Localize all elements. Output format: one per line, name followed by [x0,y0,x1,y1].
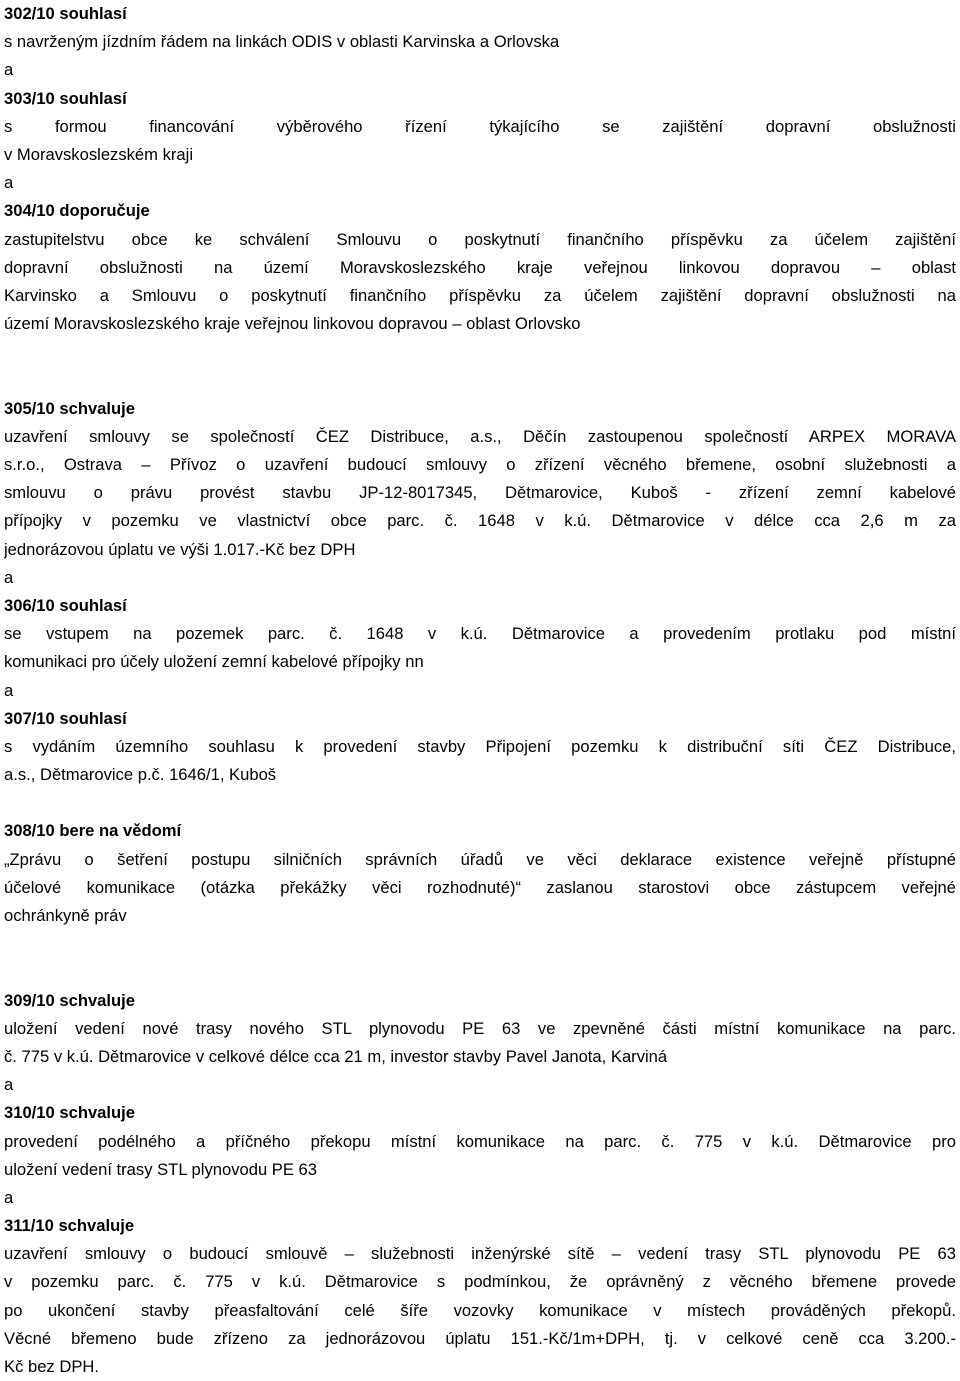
resolution-306 [4,592,956,677]
resolution-304 [4,197,956,338]
resolution-text-line: po ukončení stavby přeasfaltování celé šíře vozovky komunikace v místech prováděných překopů. [4,1300,956,1320]
resolution-heading: 310/10 schvaluje [4,1103,135,1123]
resolution-text-line: v pozemku parc. č. 775 v k.ú. Dětmarovice s podmínkou, že oprávněný z věcného břemene provede [4,1272,956,1292]
resolution-heading: 302/10 souhlasí [4,4,127,23]
blank-space [4,338,956,394]
separator-a: a [4,173,14,193]
resolution-text-line: č. 775 v k.ú. Dětmarovice v celkové délce cca 21 m, investor stavby Pavel Janota, Karviná [4,1046,668,1066]
resolution-text-line: s formou financování výběrového řízení týkajícího se zajištění dopravní obslužnosti [4,116,956,136]
blank-space [4,789,956,817]
resolution-text-line: Karvinsko a Smlouvu o poskytnutí finančního příspěvku za účelem zajištění dopravní obslužnosti na [4,285,956,305]
separator-a: a [4,567,14,587]
resolution-text-line: ochránkyně práv [4,906,127,926]
resolution-text-line: s vydáním územního souhlasu k provedení stavby Připojení pozemku k distribuční síti ČEZ Distribuce, [4,736,956,756]
separator-a: a [4,680,14,700]
resolution-310 [4,1099,956,1184]
resolution-text-line: „Zprávu o šetření postupu silničních správních úřadů ve věci deklarace existence veřejně přístupné [4,849,956,869]
resolution-text-line: komunikaci pro účely uložení zemní kabelové přípojky nn [4,652,424,672]
resolution-text-line: a.s., Dětmarovice p.č. 1646/1, Kuboš [4,765,277,785]
separator-a: a [4,60,14,80]
resolution-305 [4,395,956,564]
resolution-text-line: v Moravskoslezském kraji [4,144,194,164]
resolution-311 [4,1212,956,1381]
resolution-text-line: smlouvu o právu provést stavbu JP-12-8017345, Dětmarovice, Kuboš - zřízení zemní kabelové [4,483,956,503]
resolution-heading: 309/10 schvaluje [4,990,135,1010]
resolution-text-line: provedení podélného a příčného překopu místní komunikace na parc. č. 775 v k.ú. Dětmarovice pro [4,1131,956,1151]
resolution-text-line: přípojky v pozemku ve vlastnictví obce parc. č. 1648 v k.ú. Dětmarovice v délce cca 2,6 m za [4,511,956,531]
resolution-text-line: uložení vedení trasy STL plynovodu PE 63 [4,1159,318,1179]
resolution-text-line: uzavření smlouvy se společností ČEZ Distribuce, a.s., Děčín zastoupenou společností ARPEX MORAVA [4,426,956,446]
resolution-heading: 306/10 souhlasí [4,595,127,615]
separator-a: a [4,1187,14,1207]
resolution-text-line: uložení vedení nové trasy nového STL plynovodu PE 63 ve zpevněné části místní komunikace na parc. [4,1018,956,1038]
resolution-text-line: uzavření smlouvy o budoucí smlouvě – služebnosti inženýrské sítě – vedení trasy STL plynovodu PE 63 [4,1244,956,1264]
resolution-heading: 308/10 bere na vědomí [4,821,182,841]
resolution-307 [4,705,956,790]
resolution-303 [4,85,956,170]
blank-space [4,930,956,986]
resolution-text-line: Kč bez DPH. [4,1357,99,1377]
resolution-text-line: se vstupem na pozemek parc. č. 1648 v k.ú. Dětmarovice a provedením protlaku pod místní [4,624,956,644]
resolution-heading: 305/10 schvaluje [4,398,135,418]
resolution-308 [4,817,956,930]
resolution-text-line: s navrženým jízdním řádem na linkách ODIS v oblasti Karvinska a Orlovska [4,32,560,52]
resolution-heading: 304/10 doporučuje [4,201,150,221]
resolution-text-line: s.r.o., Ostrava – Přívoz o uzavření budoucí smlouvy o zřízení věcného břemene, osobní služebnosti a [4,455,956,475]
resolution-302 [4,0,956,56]
separator-a: a [4,1075,14,1095]
resolution-heading: 307/10 souhlasí [4,708,127,728]
resolution-text-line: jednorázovou úplatu ve výši 1.017.-Kč bez DPH [4,539,356,559]
resolution-309 [4,987,956,1072]
resolution-text-line: zastupitelstvu obce ke schválení Smlouvu o poskytnutí finančního příspěvku za účelem zajištění [4,229,956,249]
resolution-text-line: území Moravskoslezského kraje veřejnou linkovou dopravou – oblast Orlovsko [4,314,581,334]
document-page [4,0,956,1381]
resolution-text-line: Věcné břemeno bude zřízeno za jednorázovou úplatu 151.-Kč/1m+DPH, tj. v celkové ceně cca 3.200.- [4,1328,956,1348]
resolution-text-line: dopravní obslužnosti na území Moravskoslezského kraje veřejnou linkovou dopravou – oblast [4,257,956,277]
resolution-text-line: účelové komunikace (otázka překážky věci rozhodnuté)“ zaslanou starostovi obce zástupcem veřejné [4,877,956,897]
resolution-heading: 311/10 schvaluje [4,1216,135,1236]
resolution-heading: 303/10 souhlasí [4,88,127,108]
